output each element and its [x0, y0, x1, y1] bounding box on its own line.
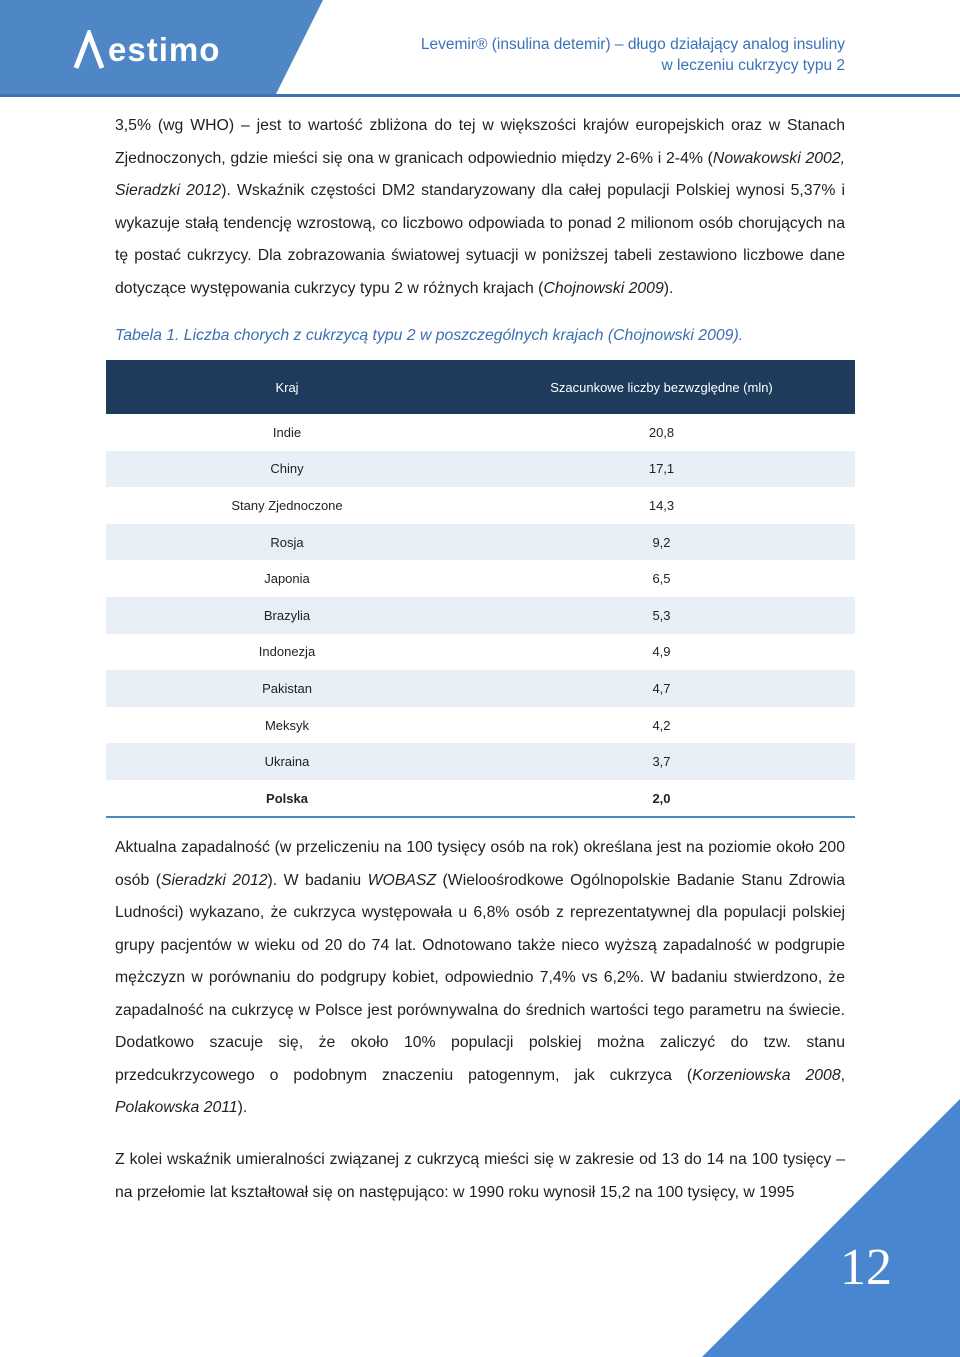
- country-cell: Indie: [272, 424, 302, 440]
- estimo-logo: [72, 28, 220, 72]
- paragraph-2-text-b: ). W badaniu: [267, 871, 368, 889]
- document-title-line2: w leczeniu cukrzycy typu 2: [661, 57, 845, 74]
- study-name: WOBASZ: [367, 871, 437, 889]
- paragraph-1: [115, 110, 845, 305]
- header-rule: [0, 94, 960, 97]
- paragraph-3: Z kolei wskaźnik umieralności związanej z cukrzycą mieści się w zakresie od 13 do 14 na 100 tysięcy – na przełomie lat kształtował się on następująco: w 1990 roku wynosił 15,2 na 100 tysięcy, w 1995: [115, 1151, 845, 1201]
- count-cell: 2,0: [652, 790, 671, 806]
- page-number: 12: [840, 1239, 892, 1296]
- paragraph-2-text-c: (Wieloośrodkowe Ogólnopolskie Badanie Stanu Zdrowia Ludności) wykazano, że cukrzyca występowała u 6,8% osób z reprezentatywnej dla populacji polskiej grupy pacjentów w wieku od 20 do 74 lat. Odnotowano także nieco wyższą zapadalność w podgrupie mężczyzn w porównaniu do podgrupy kobiet, odpowiednio 7,4% vs 6,2%. W badaniu stwierdzono, że zapadalność na cukrzycę w Polsce jest porównywalna do średnich wartości tego parametru na świecie. Dodatkowo szacuje się, że około 10% populacji polskiej można zaliczyć do tzw. stanu przedcukrzycowego o podobnym znaczeniu patogennym, jak cukrzyca (: [115, 871, 846, 1084]
- paragraph-2-text-a: Aktualna zapadalność (w przeliczeniu na 100 tysięcy osób na rok) określana jest na poziomie około 200 osób (: [115, 839, 845, 889]
- document-title-line1: Levemir® (insulina detemir) – długo działający analog insuliny: [420, 36, 845, 53]
- country-cell: Meksyk: [264, 717, 310, 733]
- count-cell: 9,2: [652, 534, 671, 550]
- table-caption: Tabela 1. Liczba chorych z cukrzycą typu 2 w poszczególnych krajach (Chojnowski 2009).: [115, 327, 744, 344]
- country-cell: Indonezja: [258, 644, 316, 660]
- count-cell: 4,9: [652, 644, 671, 660]
- country-cell: Chiny: [270, 461, 304, 477]
- logo-text: estimo: [108, 31, 221, 68]
- count-cell: 6,5: [652, 571, 671, 587]
- paragraph-2: [115, 832, 845, 1125]
- count-cell: 17,1: [648, 461, 675, 477]
- citation: Nowakowski 2002, Sieradzki 2012: [115, 149, 845, 199]
- country-cell: Polska: [266, 790, 308, 806]
- column-header-country: Kraj: [275, 379, 299, 395]
- header-logo-band-edge: [275, 0, 323, 96]
- count-cell: 4,7: [652, 680, 671, 696]
- country-cell: Rosja: [270, 534, 304, 550]
- country-cell: Ukraina: [264, 754, 310, 770]
- citation: Sieradzki 2012: [160, 871, 268, 889]
- citation: Polakowska 2011: [115, 1099, 238, 1116]
- table-row: [106, 560, 855, 597]
- count-cell: 14,3: [648, 497, 675, 513]
- table-row: [106, 414, 855, 451]
- citation: Chojnowski 2009: [543, 279, 664, 297]
- document-title: [421, 34, 845, 76]
- table-row: [106, 670, 855, 707]
- page-header: [0, 0, 960, 96]
- paragraph-1-text-c: ).: [663, 279, 674, 297]
- table-row: [106, 451, 855, 488]
- country-cell: Brazylia: [263, 607, 311, 623]
- page-corner-decoration: [702, 1099, 960, 1357]
- column-header-count: Szacunkowe liczby bezwzględne (mln): [550, 379, 773, 395]
- table-row: [106, 597, 855, 634]
- count-cell: 5,3: [652, 607, 671, 623]
- table-row: [106, 743, 855, 780]
- table-bottom-rule: [106, 816, 855, 818]
- count-cell: 3,7: [652, 754, 671, 770]
- paragraph-2-text-e: ).: [237, 1099, 248, 1116]
- citation: Korzeniowska 2008: [692, 1066, 841, 1084]
- table-row: [106, 524, 855, 561]
- table-row: [106, 634, 855, 671]
- paragraph-1-text-b: ). Wskaźnik częstości DM2 standaryzowany dla całej populacji Polskiej wynosi 5,37% i wykazuje stałą tendencję wzrostową, co liczbowo odpowiada to ponad 2 milionom osób chorujących na tę postać cukrzycy. Dla zobrazowania światowej sytuacji w poniższej tabeli zestawiono liczbowe dane dotyczące występowania cukrzycy typu 2 w różnych krajach (: [115, 182, 845, 297]
- count-cell: 20,8: [648, 424, 675, 440]
- count-cell: 4,2: [652, 717, 671, 733]
- country-cell: Japonia: [264, 571, 310, 587]
- paragraph-1-text-a: 3,5% (wg WHO) – jest to wartość zbliżona do tej w większości krajów europejskich oraz w Stanach Zjednoczonych, gdzie mieści się ona w granicach odpowiednio między 2-6% i 2-4% (: [115, 117, 845, 167]
- country-cell: Stany Zjednoczone: [231, 497, 343, 513]
- paragraph-2-text-d: ,: [840, 1066, 846, 1084]
- logo-mark-icon: [72, 30, 106, 70]
- table-row-poland: [106, 780, 855, 817]
- diabetes-table: [106, 360, 855, 817]
- table-header-row: [106, 360, 855, 414]
- country-cell: Pakistan: [262, 680, 312, 696]
- table-row: [106, 487, 855, 524]
- table-row: [106, 707, 855, 744]
